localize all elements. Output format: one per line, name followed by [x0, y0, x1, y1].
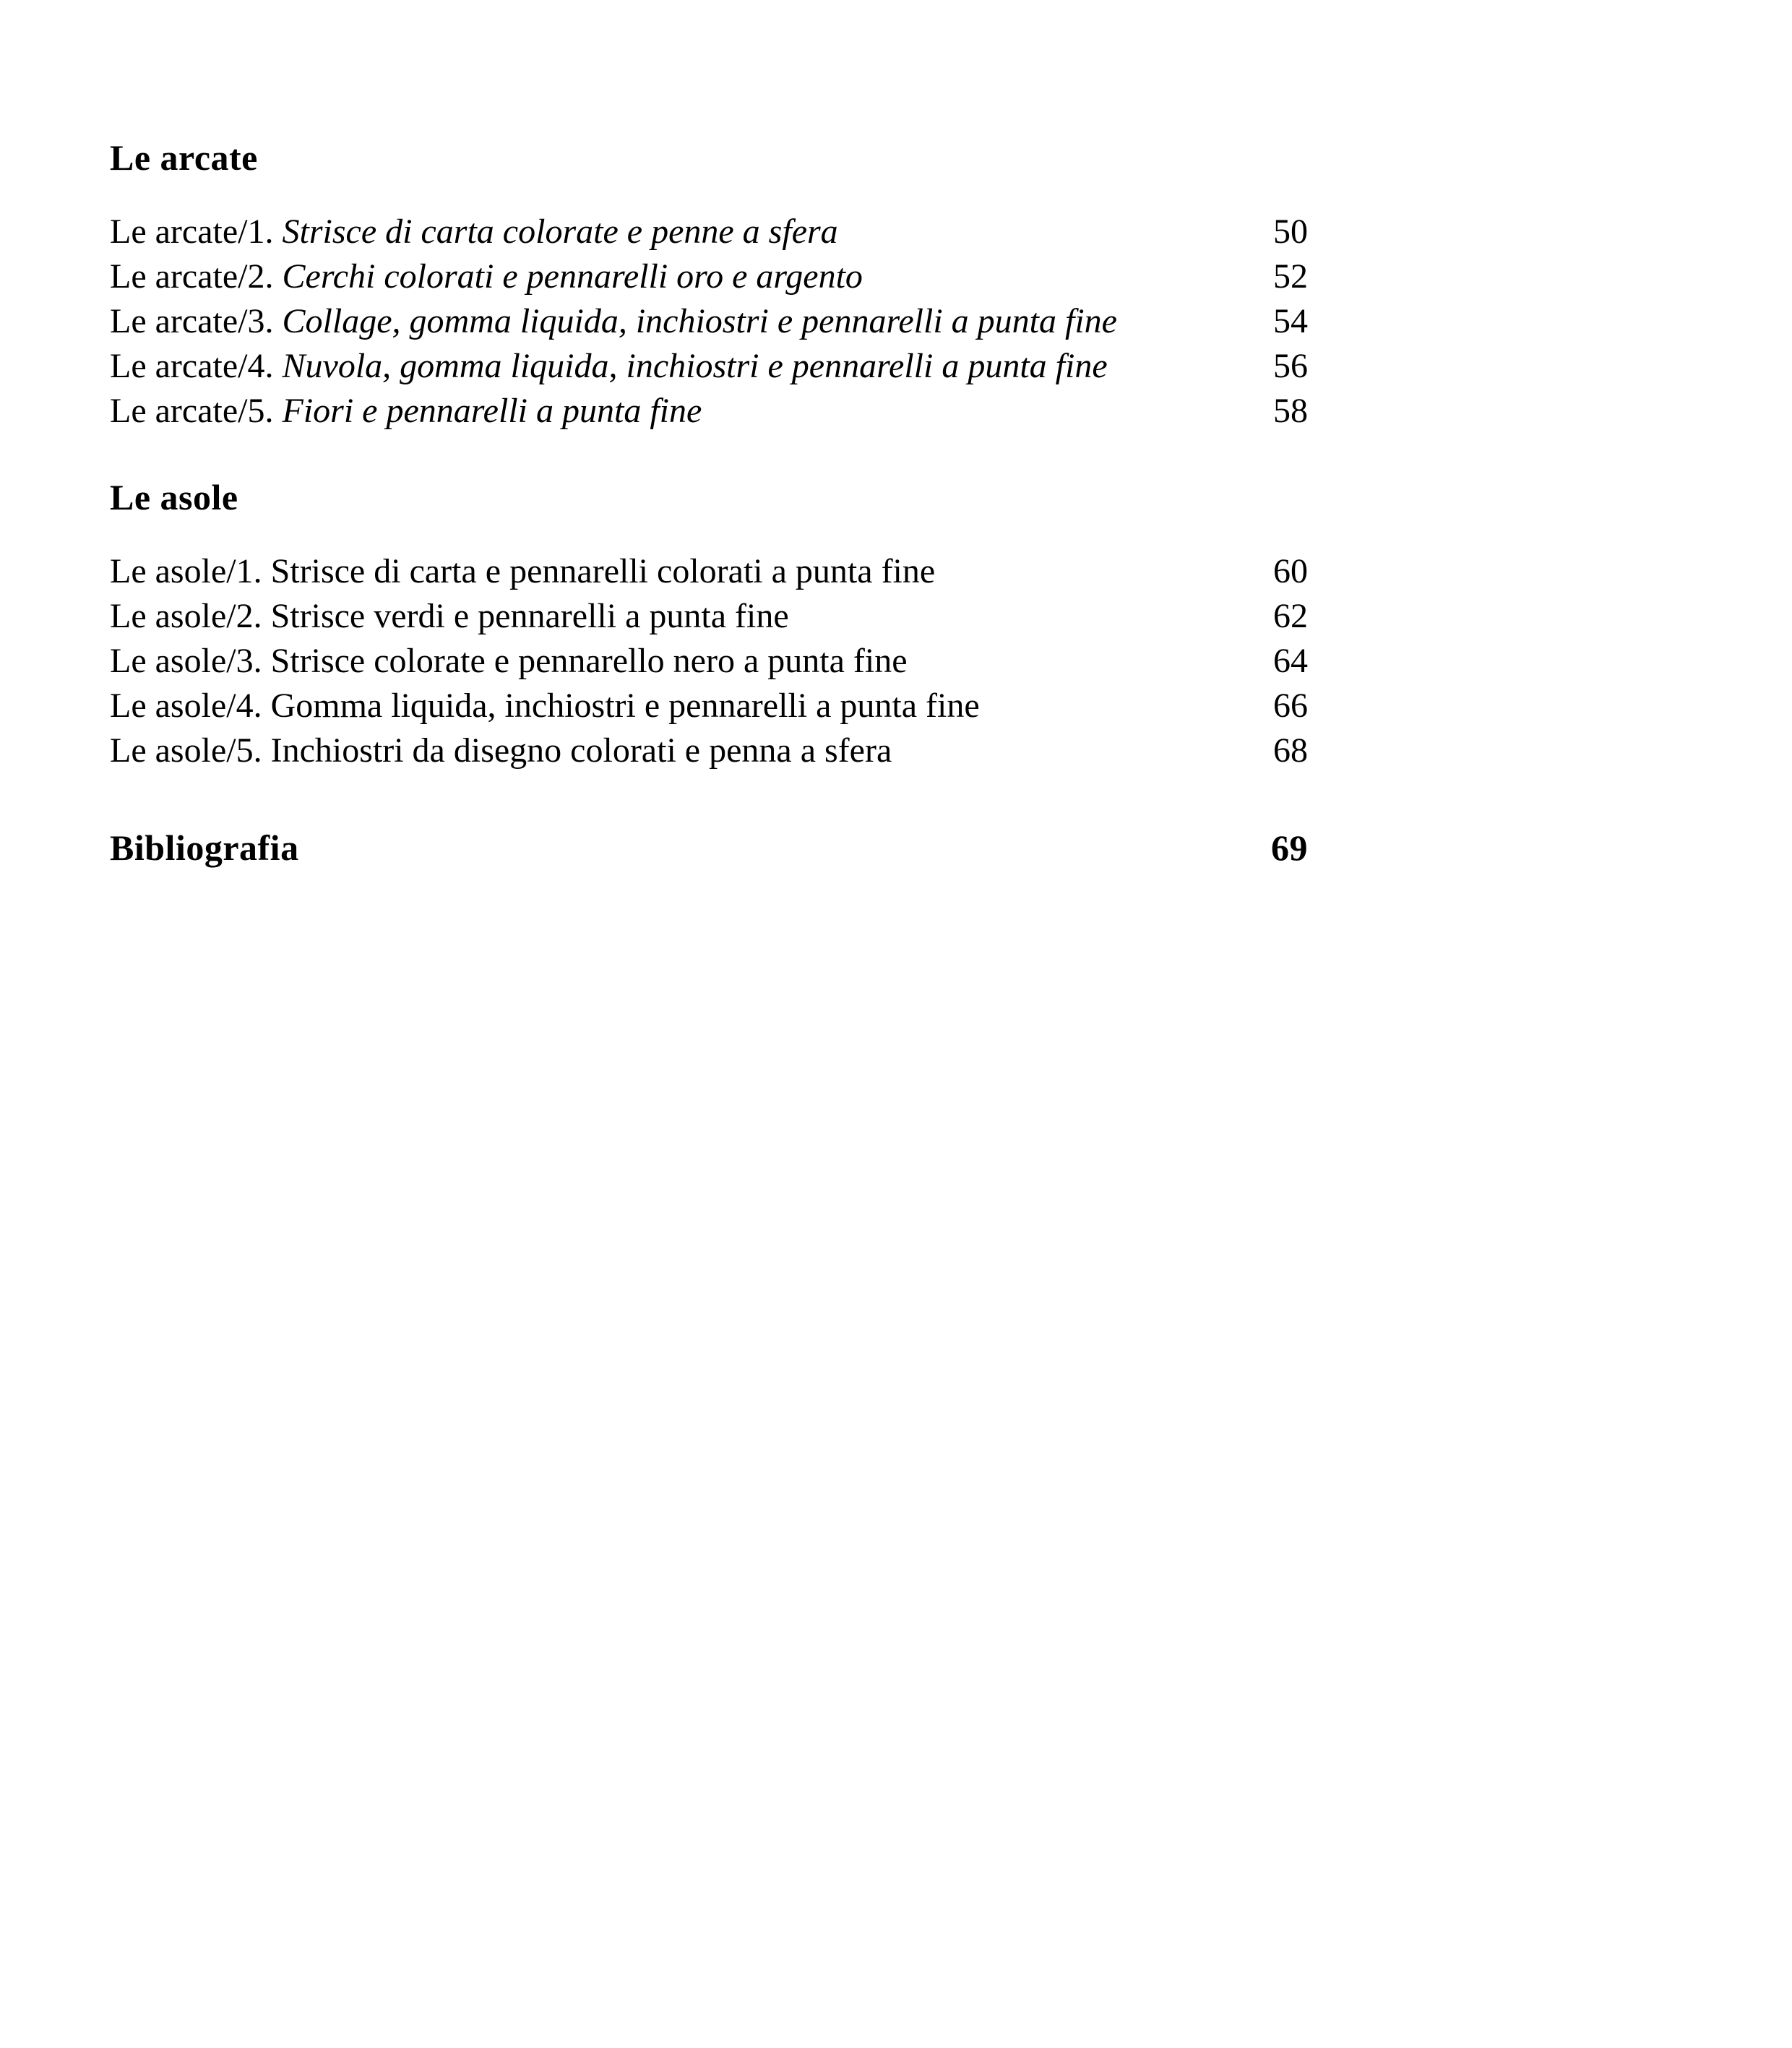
- entry-title: Fiori e pennarelli a punta fine: [282, 392, 702, 430]
- entry-title: Strisce verdi e pennarelli a punta fine: [270, 597, 789, 635]
- bibliography-row: [110, 826, 1308, 869]
- page-number: 52: [1273, 257, 1308, 296]
- section-le-arcate: [110, 136, 1308, 434]
- toc-sections: [110, 136, 1308, 773]
- toc-row: [110, 389, 1308, 434]
- page-number: 64: [1273, 642, 1308, 680]
- entry-prefix: Le asole/5.: [110, 731, 262, 770]
- entry-prefix: Le asole/3.: [110, 642, 262, 680]
- toc-row: [110, 728, 1308, 773]
- entry-prefix: Le arcate/1.: [110, 212, 274, 251]
- entry-prefix: Le asole/1.: [110, 552, 262, 590]
- entry-text: [110, 549, 935, 594]
- page-number: 66: [1273, 687, 1308, 725]
- bibliography-label: Bibliografia: [110, 827, 299, 868]
- toc-row: [110, 344, 1308, 389]
- entry-text: [110, 594, 789, 639]
- entry-title: Collage, gomma liquida, inchiostri e pennarelli a punta fine: [282, 302, 1117, 340]
- section-le-asole: [110, 476, 1308, 773]
- page-number: 50: [1273, 212, 1308, 251]
- entry-text: [110, 684, 980, 728]
- entry-text: [110, 299, 1117, 344]
- entry-prefix: Le arcate/5.: [110, 392, 274, 430]
- entry-title: Strisce colorate e pennarello nero a punta fine: [270, 642, 908, 680]
- toc-row: [110, 254, 1308, 299]
- page-number: 60: [1273, 552, 1308, 590]
- page-number: 68: [1273, 731, 1308, 770]
- page-number: 62: [1273, 597, 1308, 635]
- bibliography-page-number: 69: [1271, 827, 1308, 868]
- entry-prefix: Le asole/2.: [110, 597, 262, 635]
- entry-title: Strisce di carta e pennarelli colorati a punta fine: [270, 552, 936, 590]
- entry-title: Nuvola, gomma liquida, inchiostri e pennarelli a punta fine: [282, 347, 1108, 385]
- entry-title: Cerchi colorati e pennarelli oro e argento: [282, 257, 863, 296]
- table-of-contents: [110, 136, 1308, 869]
- entry-text: [110, 210, 838, 254]
- toc-row: [110, 684, 1308, 728]
- entry-title: Gomma liquida, inchiostri e pennarelli a punta fine: [270, 687, 980, 725]
- section-heading: Le arcate: [110, 137, 258, 178]
- section-heading: Le asole: [110, 477, 238, 517]
- entry-prefix: Le asole/4.: [110, 687, 262, 725]
- toc-row: [110, 639, 1308, 684]
- toc-row: [110, 210, 1308, 254]
- entry-title: Inchiostri da disegno colorati e penna a sfera: [270, 731, 892, 770]
- entry-text: [110, 728, 892, 773]
- entry-prefix: Le arcate/2.: [110, 257, 274, 296]
- entry-text: [110, 254, 863, 299]
- entry-prefix: Le arcate/4.: [110, 347, 274, 385]
- page-number: 56: [1273, 347, 1308, 385]
- entry-prefix: Le arcate/3.: [110, 302, 274, 340]
- entry-title: Strisce di carta colorate e penne a sfera: [282, 212, 838, 251]
- entry-text: [110, 389, 702, 434]
- entry-text: [110, 344, 1108, 389]
- toc-row: [110, 594, 1308, 639]
- page-number: 54: [1273, 302, 1308, 340]
- page-number: 58: [1273, 392, 1308, 430]
- entry-text: [110, 639, 908, 684]
- toc-row: [110, 299, 1308, 344]
- toc-row: [110, 549, 1308, 594]
